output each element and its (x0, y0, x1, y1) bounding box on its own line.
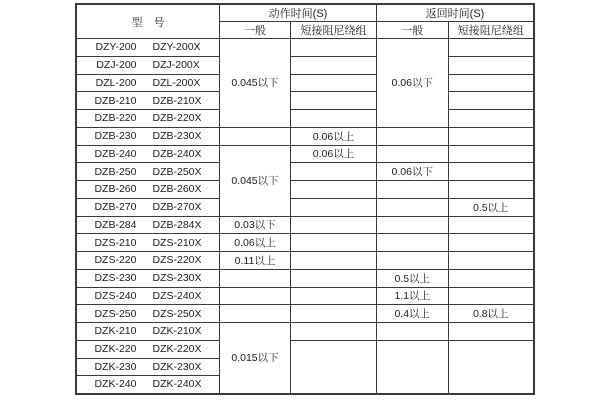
action-general-cell (220, 305, 291, 323)
table-row (76, 39, 534, 57)
model-label: DZB-250X (152, 165, 202, 178)
model-label: DZK-230 (94, 360, 137, 373)
return-general-cell (377, 340, 449, 393)
model-cell (76, 323, 220, 341)
return-damped-cell: 0.5以上 (448, 198, 534, 216)
model-cell (76, 39, 220, 57)
model-label: DZB-240X (152, 147, 202, 160)
action-damped-cell: 0.06以上 (291, 145, 377, 163)
model-cell (76, 198, 220, 216)
action-damped-cell (291, 198, 377, 216)
return-damped-cell (448, 323, 534, 341)
return-damped-cell (448, 234, 534, 252)
table-row (76, 323, 534, 341)
model-label: DZB-210X (152, 94, 202, 107)
action-damped-cell (291, 181, 377, 199)
model-label: DZS-210X (152, 236, 202, 249)
model-label: DZK-240 (94, 378, 137, 391)
action-damped-cell (291, 340, 377, 393)
action-general-cell: 0.11以上 (220, 252, 291, 270)
model-label: DZK-240X (152, 378, 202, 391)
action-damped-cell (291, 305, 377, 323)
action-damped-cell (291, 56, 377, 74)
action-damped-cell (291, 92, 377, 110)
action-general-cell: 0.06以上 (220, 234, 291, 252)
return-damped-cell (448, 56, 534, 74)
return-damped-cell (448, 252, 534, 270)
action-damped-cell: 0.06以上 (291, 127, 377, 145)
header-group-row (76, 4, 534, 22)
model-label: DZB-220 (94, 112, 137, 125)
action-damped-cell (291, 74, 377, 92)
return-general-cell (377, 234, 449, 252)
action-damped-cell (291, 163, 377, 181)
return-damped-cell (448, 287, 534, 305)
return-general-cell: 0.5以上 (377, 269, 449, 287)
table-row (76, 287, 534, 305)
action-damped-cell (291, 269, 377, 287)
model-cell (76, 110, 220, 128)
return-general-cell (377, 127, 449, 145)
return-general-cell: 1.1以上 (377, 287, 449, 305)
model-label: DZS-230 (94, 272, 137, 285)
model-cell (76, 269, 220, 287)
action-general-cell: 0.045以下 (220, 39, 291, 128)
return-damped-cell (448, 92, 534, 110)
return-damped-cell: 0.8以上 (448, 305, 534, 323)
table-row (76, 56, 534, 74)
action-damped-cell (291, 39, 377, 57)
table-row (76, 340, 534, 358)
return-damped-cell (448, 39, 534, 57)
return-damped-cell (448, 216, 534, 234)
model-label: DZB-250 (94, 165, 137, 178)
action-general-cell (220, 287, 291, 305)
model-label: DZB-260X (152, 183, 202, 196)
spec-table-body (76, 39, 534, 394)
model-label: DZJ-200X (152, 59, 200, 72)
model-label: DZK-220X (152, 343, 202, 356)
model-cell (76, 163, 220, 181)
return-general-cell: 0.4以上 (377, 305, 449, 323)
table-row (76, 198, 534, 216)
model-label: DZS-250X (152, 307, 202, 320)
model-cell (76, 92, 220, 110)
return-damped-cell (448, 181, 534, 199)
action-damped-cell (291, 287, 377, 305)
model-cell (76, 376, 220, 394)
return-general-cell: 0.06以下 (377, 163, 449, 181)
model-label: DZJ-200 (96, 59, 137, 72)
action-damped-cell (291, 216, 377, 234)
return-damped-cell (448, 340, 534, 393)
return-general-cell (377, 198, 449, 216)
action-damped-cell (291, 110, 377, 128)
model-label: DZK-210 (94, 325, 137, 338)
model-label: DZS-240X (152, 289, 202, 302)
return-general-cell (377, 181, 449, 199)
return-damped-cell (448, 110, 534, 128)
model-cell (76, 340, 220, 358)
model-label: DZB-210 (94, 94, 137, 107)
return-damped-cell (448, 163, 534, 181)
return-damped-cell (448, 145, 534, 163)
model-label: DZB-284X (152, 218, 202, 231)
table-header (76, 4, 534, 39)
action-general-cell: 0.03以下 (220, 216, 291, 234)
return-general-cell (377, 145, 449, 163)
model-cell (76, 287, 220, 305)
action-damped-cell (291, 323, 377, 341)
model-cell (76, 216, 220, 234)
model-label: DZB-230 (94, 130, 137, 143)
model-cell (76, 181, 220, 199)
return-general-cell: 0.06以下 (377, 39, 449, 128)
header-action-general: 一般 (220, 22, 291, 39)
model-label: DZB-240 (94, 147, 137, 160)
model-label: DZS-250 (94, 307, 137, 320)
model-label: DZB-230X (152, 130, 202, 143)
return-damped-cell (448, 269, 534, 287)
action-damped-cell (291, 252, 377, 270)
model-cell (76, 56, 220, 74)
action-general-cell (220, 127, 291, 145)
action-general-cell (220, 269, 291, 287)
table-row (76, 305, 534, 323)
table-row (76, 127, 534, 145)
model-label: DZK-210X (152, 325, 202, 338)
header-return-time: 返回时间(S) (377, 4, 535, 22)
return-general-cell (377, 252, 449, 270)
model-cell (76, 74, 220, 92)
header-model: 型 号 (76, 4, 220, 39)
table-row (76, 163, 534, 181)
table-row (76, 216, 534, 234)
table-row (76, 269, 534, 287)
model-cell (76, 127, 220, 145)
model-cell (76, 305, 220, 323)
model-label: DZL-200X (152, 76, 201, 89)
model-label: DZS-240 (94, 289, 137, 302)
return-general-cell (377, 323, 449, 341)
table-row (76, 74, 534, 92)
model-label: DZS-220X (152, 254, 202, 267)
return-damped-cell (448, 74, 534, 92)
model-label: DZK-220 (94, 343, 137, 356)
model-label: DZY-200X (152, 41, 201, 54)
action-general-cell: 0.015以下 (220, 323, 291, 394)
header-action-time: 动作时间(S) (220, 4, 377, 22)
return-damped-cell (448, 127, 534, 145)
header-return-general: 一般 (377, 22, 449, 39)
model-label: DZB-284 (94, 218, 137, 231)
table-row (76, 145, 534, 163)
model-cell (76, 358, 220, 376)
action-general-cell: 0.045以下 (220, 145, 291, 216)
table-row (76, 181, 534, 199)
table-row (76, 92, 534, 110)
spec-table (75, 3, 535, 395)
table-row (76, 234, 534, 252)
table-row (76, 252, 534, 270)
model-cell (76, 234, 220, 252)
model-label: DZS-220 (94, 254, 137, 267)
model-label: DZS-210 (94, 236, 137, 249)
model-label: DZB-260 (94, 183, 137, 196)
model-cell (76, 252, 220, 270)
model-label: DZB-270X (152, 201, 202, 214)
model-cell (76, 145, 220, 163)
model-label: DZL-200 (95, 76, 137, 89)
header-action-damped: 短接阻尼绕组 (291, 22, 377, 39)
return-general-cell (377, 216, 449, 234)
table-row (76, 110, 534, 128)
model-label: DZB-270 (94, 201, 137, 214)
action-damped-cell (291, 234, 377, 252)
model-label: DZB-220X (152, 112, 202, 125)
model-label: DZY-200 (95, 41, 137, 54)
model-label: DZS-230X (152, 272, 202, 285)
model-label: DZK-230X (152, 360, 202, 373)
header-return-damped: 短接阻尼绕组 (448, 22, 534, 39)
